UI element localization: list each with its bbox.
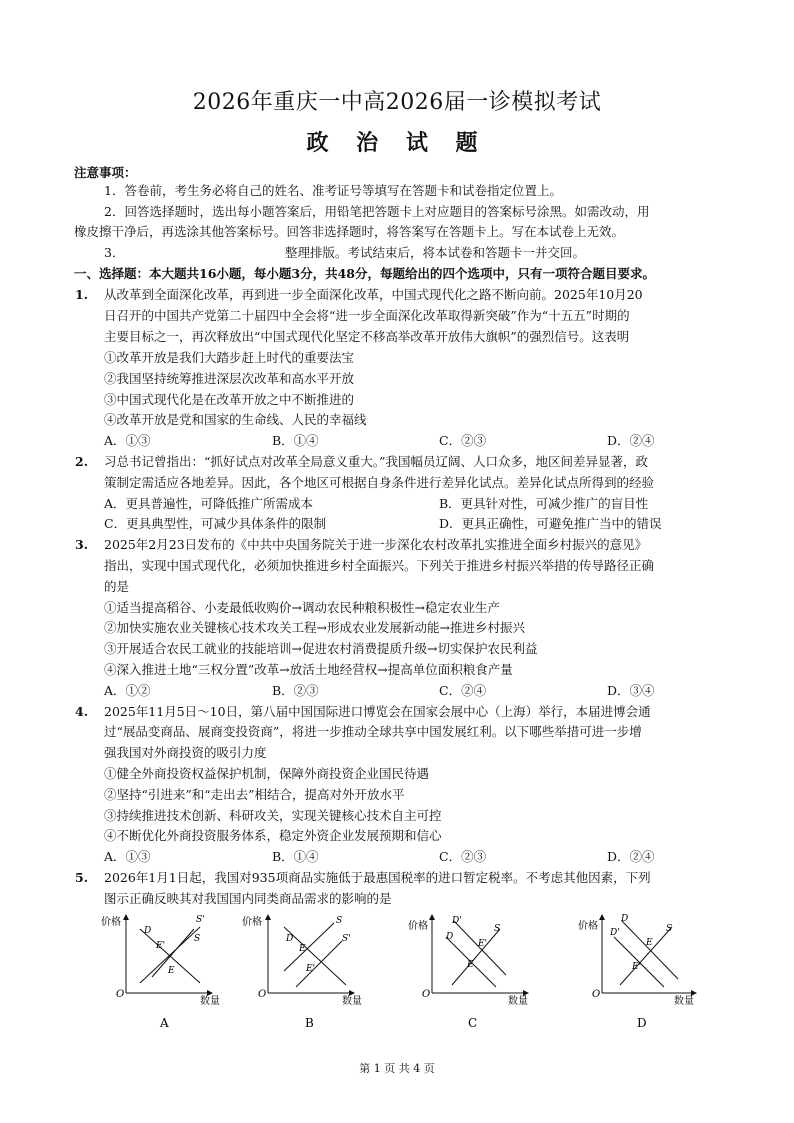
notice-item-2-cont: 橡皮擦干净后，再选涂其他答案标号。回答非选择题时，将答案写在答题卡上。写在本试卷上无效。 bbox=[74, 224, 625, 239]
exam-subtitle: 政 治 试 题 bbox=[306, 130, 488, 156]
statement: ①改革开放是我们大踏步赶上时代的重要法宝 bbox=[104, 350, 355, 365]
question-number: 5. bbox=[75, 870, 89, 885]
y-axis-label: 价格 bbox=[242, 917, 262, 928]
question-number: 4. bbox=[75, 704, 89, 719]
options-row bbox=[104, 681, 724, 701]
question-text: 2025年2月23日发布的《中共中央国务院关于进一步深化农村改革扎实推进全面乡村振兴的意见》 bbox=[104, 537, 648, 552]
exam-title: 2026年重庆一中高2026届一诊模拟考试 bbox=[192, 90, 602, 115]
x-axis-label: 数量 bbox=[200, 996, 220, 1007]
options-row bbox=[104, 847, 724, 867]
point-label: E bbox=[467, 960, 474, 970]
graph-label[interactable]: A bbox=[160, 1016, 169, 1030]
statement: ①适当提高稻谷、小麦最低收购价→调动农民种粮积极性→稳定农业生产 bbox=[104, 600, 500, 615]
point-label: E' bbox=[156, 941, 166, 951]
option-c[interactable]: C．②③ bbox=[439, 849, 487, 864]
origin-label: O bbox=[592, 989, 601, 1000]
statement: ③开展适合农民工就业的技能培训→促进农村消费提质升级→切实保护农民利益 bbox=[104, 641, 538, 656]
question-text: 的是 bbox=[104, 579, 130, 594]
option-d[interactable]: D．更具正确性，可避免推广当中的错误 bbox=[439, 516, 662, 531]
question-text: 习总书记曾指出：“抓好试点对改革全局意义重大。”我国幅员辽阔、人口众多，地区间差异显著，政 bbox=[104, 454, 649, 469]
question-number: 1. bbox=[75, 287, 89, 302]
options-row bbox=[104, 494, 724, 514]
statement: ①健全外商投资权益保护机制，保障外商投资企业国民待遇 bbox=[104, 766, 430, 781]
question-text: 强我国对外商投资的吸引力度 bbox=[104, 745, 267, 760]
curve-label: S bbox=[666, 924, 673, 934]
graph-d[interactable] bbox=[578, 914, 694, 1030]
y-axis-label: 价格 bbox=[578, 921, 598, 932]
notice-heading: 注意事项： bbox=[74, 165, 137, 180]
point-label: E' bbox=[306, 964, 316, 974]
question-number: 3. bbox=[75, 537, 89, 552]
curve-label: S bbox=[194, 934, 201, 944]
question-text: 图示正确反映其对我国国内同类商品需求的影响的是 bbox=[104, 891, 392, 906]
option-c[interactable]: C．②④ bbox=[439, 683, 487, 698]
option-b[interactable]: B．②③ bbox=[272, 683, 319, 698]
point-label: E bbox=[168, 966, 175, 976]
supply-demand-graphs bbox=[0, 905, 794, 1035]
question-text: 从改革到全面深化改革，再到进一步全面深化改革，中国式现代化之路不断向前。2025年10月20 bbox=[104, 287, 643, 302]
curve-label: D bbox=[144, 926, 152, 936]
graph-label[interactable]: B bbox=[305, 1016, 314, 1030]
question-text: 2025年11月5日～10日，第八届中国国际进口博览会在国家会展中心（上海）举行，本届进博会通 bbox=[104, 704, 651, 719]
x-axis-label: 数量 bbox=[674, 996, 694, 1007]
question-text: 日召开的中国共产党第二十届四中全会将“进一步全面深化改革取得新突破”作为“十五五”时期的 bbox=[104, 308, 630, 323]
curve-label: D bbox=[286, 934, 294, 944]
y-axis-label: 价格 bbox=[101, 917, 121, 928]
graph-label[interactable]: D bbox=[637, 1016, 647, 1030]
statement: ④改革开放是党和国家的生命线、人民的幸福线 bbox=[104, 412, 367, 427]
x-axis-label: 数量 bbox=[342, 996, 362, 1007]
question-text: 主要目标之一，再次释放出“中国式现代化坚定不移高举改革开放伟大旗帜”的强烈信号。这表明 bbox=[104, 329, 630, 344]
curve-label: D bbox=[621, 914, 629, 924]
option-a[interactable]: A．①② bbox=[104, 683, 151, 698]
point-label: E' bbox=[632, 962, 642, 972]
statement: ④不断优化外商投资服务体系，稳定外资企业发展预期和信心 bbox=[104, 828, 442, 843]
statement: ②坚持“引进来”和“走出去”相结合，提高对外开放水平 bbox=[104, 787, 405, 802]
option-b[interactable]: B．①④ bbox=[272, 433, 319, 448]
option-b[interactable]: B．①④ bbox=[272, 849, 319, 864]
question-text: 2026年1月1日起，我国对935项商品实施低于最惠国税率的进口暂定税率。不考虑其他因素，下列 bbox=[104, 870, 651, 885]
notice-item-3-num: 3． bbox=[104, 245, 125, 260]
statement: ②加快实施农业关键核心技术攻关工程→形成农业发展新动能→推进乡村振兴 bbox=[104, 620, 525, 635]
point-label: E' bbox=[478, 939, 488, 949]
section-heading: 一、选择题：本大题共16小题，每小题3分，共48分，每题给出的四个选项中，只有一项符合题目要求。 bbox=[74, 266, 655, 281]
option-a[interactable]: A．①③ bbox=[104, 433, 151, 448]
statement: ④深入推进土地“三权分置”改革→放活土地经营权→提高单位面积粮食产量 bbox=[104, 662, 513, 677]
origin-label: O bbox=[422, 989, 431, 1000]
graph-a[interactable] bbox=[101, 915, 220, 1030]
option-a[interactable]: A．①③ bbox=[104, 849, 151, 864]
question-number: 2. bbox=[75, 454, 89, 469]
page-footer: 第 1 页 共 4 页 bbox=[359, 1062, 435, 1075]
option-c[interactable]: C．②③ bbox=[439, 433, 487, 448]
origin-label: O bbox=[116, 989, 125, 1000]
question-text: 指出，实现中国式现代化，必须加快推进乡村全面振兴。下列关于推进乡村振兴举措的传导路径正确 bbox=[104, 558, 655, 573]
point-label: E bbox=[299, 944, 306, 954]
curve-label: D bbox=[446, 932, 454, 942]
graph-label[interactable]: C bbox=[468, 1016, 478, 1030]
notice-item-2: 2．回答选择题时，选出每小题答案后，用铅笔把答题卡上对应题目的答案标号涂黑。如需改动，用 bbox=[104, 204, 650, 219]
graph-b[interactable] bbox=[242, 915, 362, 1030]
statement: ③持续推进技术创新、科研攻关，实现关键核心技术自主可控 bbox=[104, 808, 442, 823]
origin-label: O bbox=[258, 989, 267, 1000]
option-a[interactable]: A．更具普遍性，可降低推广所需成本 bbox=[104, 496, 314, 511]
curve-label: S bbox=[494, 924, 501, 934]
statement: ②我国坚持统筹推进深层次改革和高水平开放 bbox=[104, 371, 355, 386]
option-b[interactable]: B．更具针对性，可减少推广的盲目性 bbox=[439, 496, 649, 511]
curve-label: S' bbox=[196, 915, 205, 925]
curve-label: D' bbox=[452, 916, 462, 926]
curve-label: S bbox=[336, 916, 343, 926]
question-text: 过“展品变商品、展商变投资商”，将进一步推动全球共享中国发展红利。以下哪些举措可进一步增 bbox=[104, 724, 642, 739]
notice-item-3: 整理排版。考试结束后，将本试卷和答题卡一并交回。 bbox=[285, 245, 586, 260]
options-row bbox=[104, 514, 724, 534]
option-d[interactable]: D．③④ bbox=[607, 683, 655, 698]
statement: ③中国式现代化是在改革开放之中不断推进的 bbox=[104, 392, 355, 407]
y-axis-label: 价格 bbox=[408, 921, 428, 932]
graph-c[interactable] bbox=[408, 916, 528, 1030]
options-row bbox=[104, 431, 724, 451]
question-text: 策制定需适应各地差异。因此，各个地区可根据自身条件进行差异化试点。差异化试点所得到的经验 bbox=[104, 475, 655, 490]
option-d[interactable]: D．②④ bbox=[607, 849, 655, 864]
curve-label: D' bbox=[610, 928, 620, 938]
x-axis-label: 数量 bbox=[508, 996, 528, 1007]
curve-label: S' bbox=[342, 934, 351, 944]
notice-item-1: 1．答卷前，考生务必将自己的姓名、准考证号等填写在答题卡和试卷指定位置上。 bbox=[104, 183, 562, 198]
option-d[interactable]: D．②④ bbox=[607, 433, 655, 448]
option-c[interactable]: C．更具典型性，可减少具体条件的限制 bbox=[104, 516, 327, 531]
point-label: E bbox=[646, 938, 653, 948]
